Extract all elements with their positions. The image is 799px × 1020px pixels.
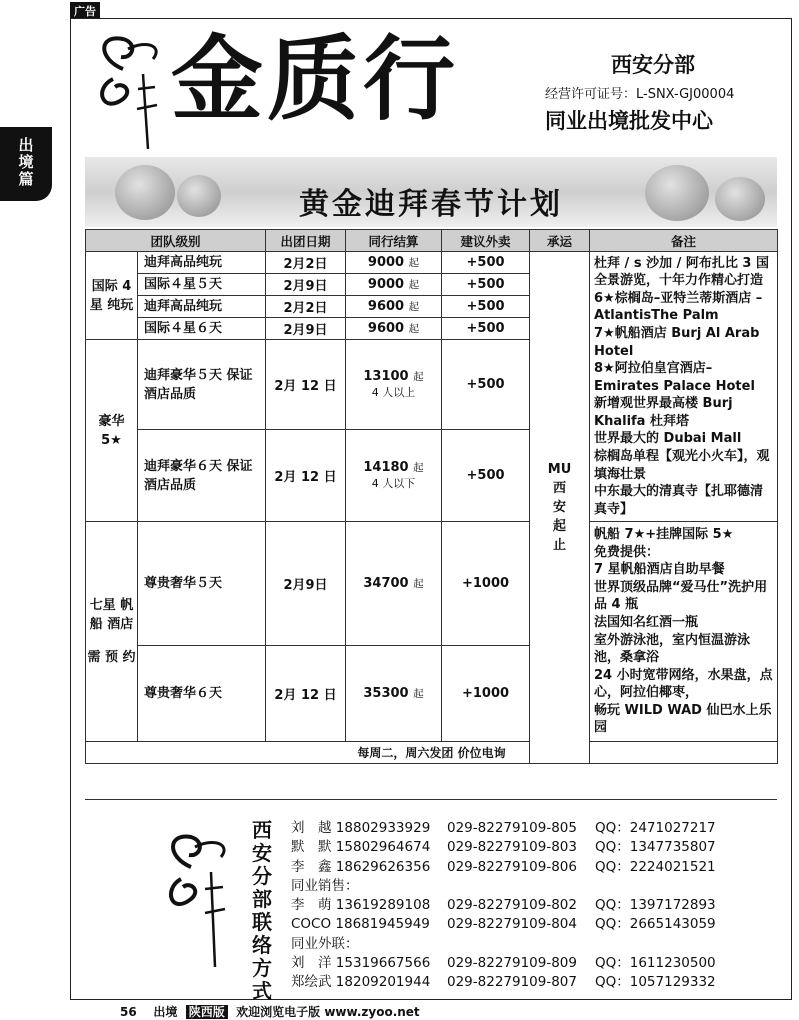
tour-markup: +500 <box>442 318 530 340</box>
table-footer-row <box>86 742 778 764</box>
tour-markup: +500 <box>442 430 530 522</box>
ad-frame <box>70 18 792 1003</box>
tour-date: 2月9日 <box>266 274 346 296</box>
contact-row: 李 萌 13619289108 029-82279109-802 QQ：1397172893 <box>291 897 716 914</box>
tour-date: 2月 12 日 <box>266 646 346 742</box>
tour-price: 13100 起 4 人以上 <box>346 340 442 430</box>
contact-row: COCO 18681945949 029-82279109-804 QQ：2665143059 <box>291 916 716 933</box>
contact-row: 刘 越 18802933929 029-82279109-805 QQ：2471027217 <box>291 820 716 836</box>
group-label: 七星 帆船 酒店 需 预 约 <box>86 522 138 742</box>
tour-price: 9000 起 <box>346 274 442 296</box>
header-cell: 备注 <box>590 230 778 252</box>
tour-name: 迪拜豪华６天 保证酒店品质 <box>138 430 266 522</box>
brand-logo-icon <box>163 827 239 977</box>
tour-name: 迪拜高品纯玩 <box>138 252 266 274</box>
ad-tag: 广告 <box>70 2 100 20</box>
tour-markup: +1000 <box>442 646 530 742</box>
table-header-row <box>86 230 778 252</box>
carrier: MU 西 安 起 止 <box>530 252 590 764</box>
divider <box>85 799 777 800</box>
contact-row: 默 默 15802964674 029-82279109-803 QQ：1347735807 <box>291 839 716 856</box>
tour-date: 2月9日 <box>266 318 346 340</box>
remarks-luxury: 杜拜 / s 沙加 / 阿布扎比 3 国全景游览，十年力作精心打造 6★棕榈岛–亚特兰蒂斯酒店 –AtlantisThe Palm 7★帆船酒店 Burj Al Arab Hotel 8★阿拉伯皇宫酒店–Emirates Palace Hotel 新增观世界最高楼 Burj Khalifa 杜拜塔 世界最大的 Dubai Mall 棕榈岛单程【观光小火车】，观填海壮景 中东最大的清真寺【扎耶德清真寺】 <box>590 252 778 522</box>
tour-date: 2月9日 <box>266 522 346 646</box>
plan-banner <box>85 157 777 227</box>
tour-name: 国际４星５天 <box>138 274 266 296</box>
tour-markup: +500 <box>442 340 530 430</box>
license-number: 经营许可证号：L-SNX-GJ00004 <box>545 87 735 102</box>
contacts-list <box>291 819 735 993</box>
tour-markup: +1000 <box>442 522 530 646</box>
section-tab-char: 出 <box>18 136 34 154</box>
brand-name: 金质行 <box>171 25 460 133</box>
group-label: 豪华 5★ <box>86 340 138 522</box>
section-name: 出境 <box>153 1005 178 1019</box>
header-cell: 建议外卖 <box>442 230 530 252</box>
tour-name: 尊贵奢华６天 <box>138 646 266 742</box>
section-tab-char: 篇 <box>18 170 34 188</box>
footer-slogan: 欢迎浏览电子版 www.zyoo.net <box>236 1005 420 1019</box>
tour-name: 尊贵奢华５天 <box>138 522 266 646</box>
tour-price: 35300 起 <box>346 646 442 742</box>
tour-price: 9000 起 <box>346 252 442 274</box>
header-cell: 出团日期 <box>266 230 346 252</box>
tour-date: 2月2日 <box>266 252 346 274</box>
tour-markup: +500 <box>442 252 530 274</box>
tour-markup: +500 <box>442 296 530 318</box>
page-number: 56 <box>120 1005 137 1019</box>
contact-row: 李 鑫 18629626356 029-82279109-806 QQ：2224021521 <box>291 858 716 875</box>
header-cell: 同行结算 <box>346 230 442 252</box>
contacts-title: 西安分部联络方式 <box>252 818 272 1003</box>
tour-price: 34700 起 <box>346 522 442 646</box>
tour-markup: +500 <box>442 274 530 296</box>
header-cell: 团队级别 <box>86 230 266 252</box>
tour-name: 迪拜高品纯玩 <box>138 296 266 318</box>
table-row <box>86 252 778 274</box>
tour-date: 2月 12 日 <box>266 430 346 522</box>
contact-row: 刘 洋 15319667566 029-82279109-809 QQ：1611230500 <box>291 955 716 972</box>
tour-name: 国际４星６天 <box>138 318 266 340</box>
plan-table <box>85 229 778 764</box>
brand-logo-icon <box>93 29 173 159</box>
business-center: 同业出境批发中心 <box>545 109 713 133</box>
tour-date: 2月 12 日 <box>266 340 346 430</box>
tour-price: 9600 起 <box>346 318 442 340</box>
departure-note: 每周二，周六发团 价位电询 <box>86 742 778 764</box>
remarks-seven-star: 帆船 7★+挂牌国际 5★ 免费提供： 7 星帆船酒店自助早餐 世界顶级品牌“爱马仕”洗护用品 4 瓶 法国知名红酒一瓶 室外游泳池，室内恒温游泳池，桑拿浴 24 小时宽带网络，水果盘，点心，阿拉伯椰枣， 畅玩 WILD WAD 仙巴水上乐园 <box>590 522 778 742</box>
header-cell: 承运 <box>530 230 590 252</box>
section-tab <box>0 127 52 201</box>
contact-section-label: 同业外联： <box>291 935 359 952</box>
contact-row: 郑绘武 18209201944 029-82279109-807 QQ：1057129332 <box>291 974 716 991</box>
section-tab-char: 境 <box>18 153 34 171</box>
edition-badge: 陕西版 <box>186 1005 228 1019</box>
tour-date: 2月2日 <box>266 296 346 318</box>
branch-name: 西安分部 <box>611 53 695 77</box>
group-label: 国际 4星 纯玩 <box>86 252 138 340</box>
page-footer <box>120 1003 420 1020</box>
tour-price: 9600 起 <box>346 296 442 318</box>
tour-price: 14180 起 4 人以下 <box>346 430 442 522</box>
tour-name: 迪拜豪华５天 保证酒店品质 <box>138 340 266 430</box>
table-row <box>86 522 778 646</box>
plan-title: 黄金迪拜春节计划 <box>299 187 563 222</box>
contact-section-label: 同业销售： <box>291 877 359 894</box>
